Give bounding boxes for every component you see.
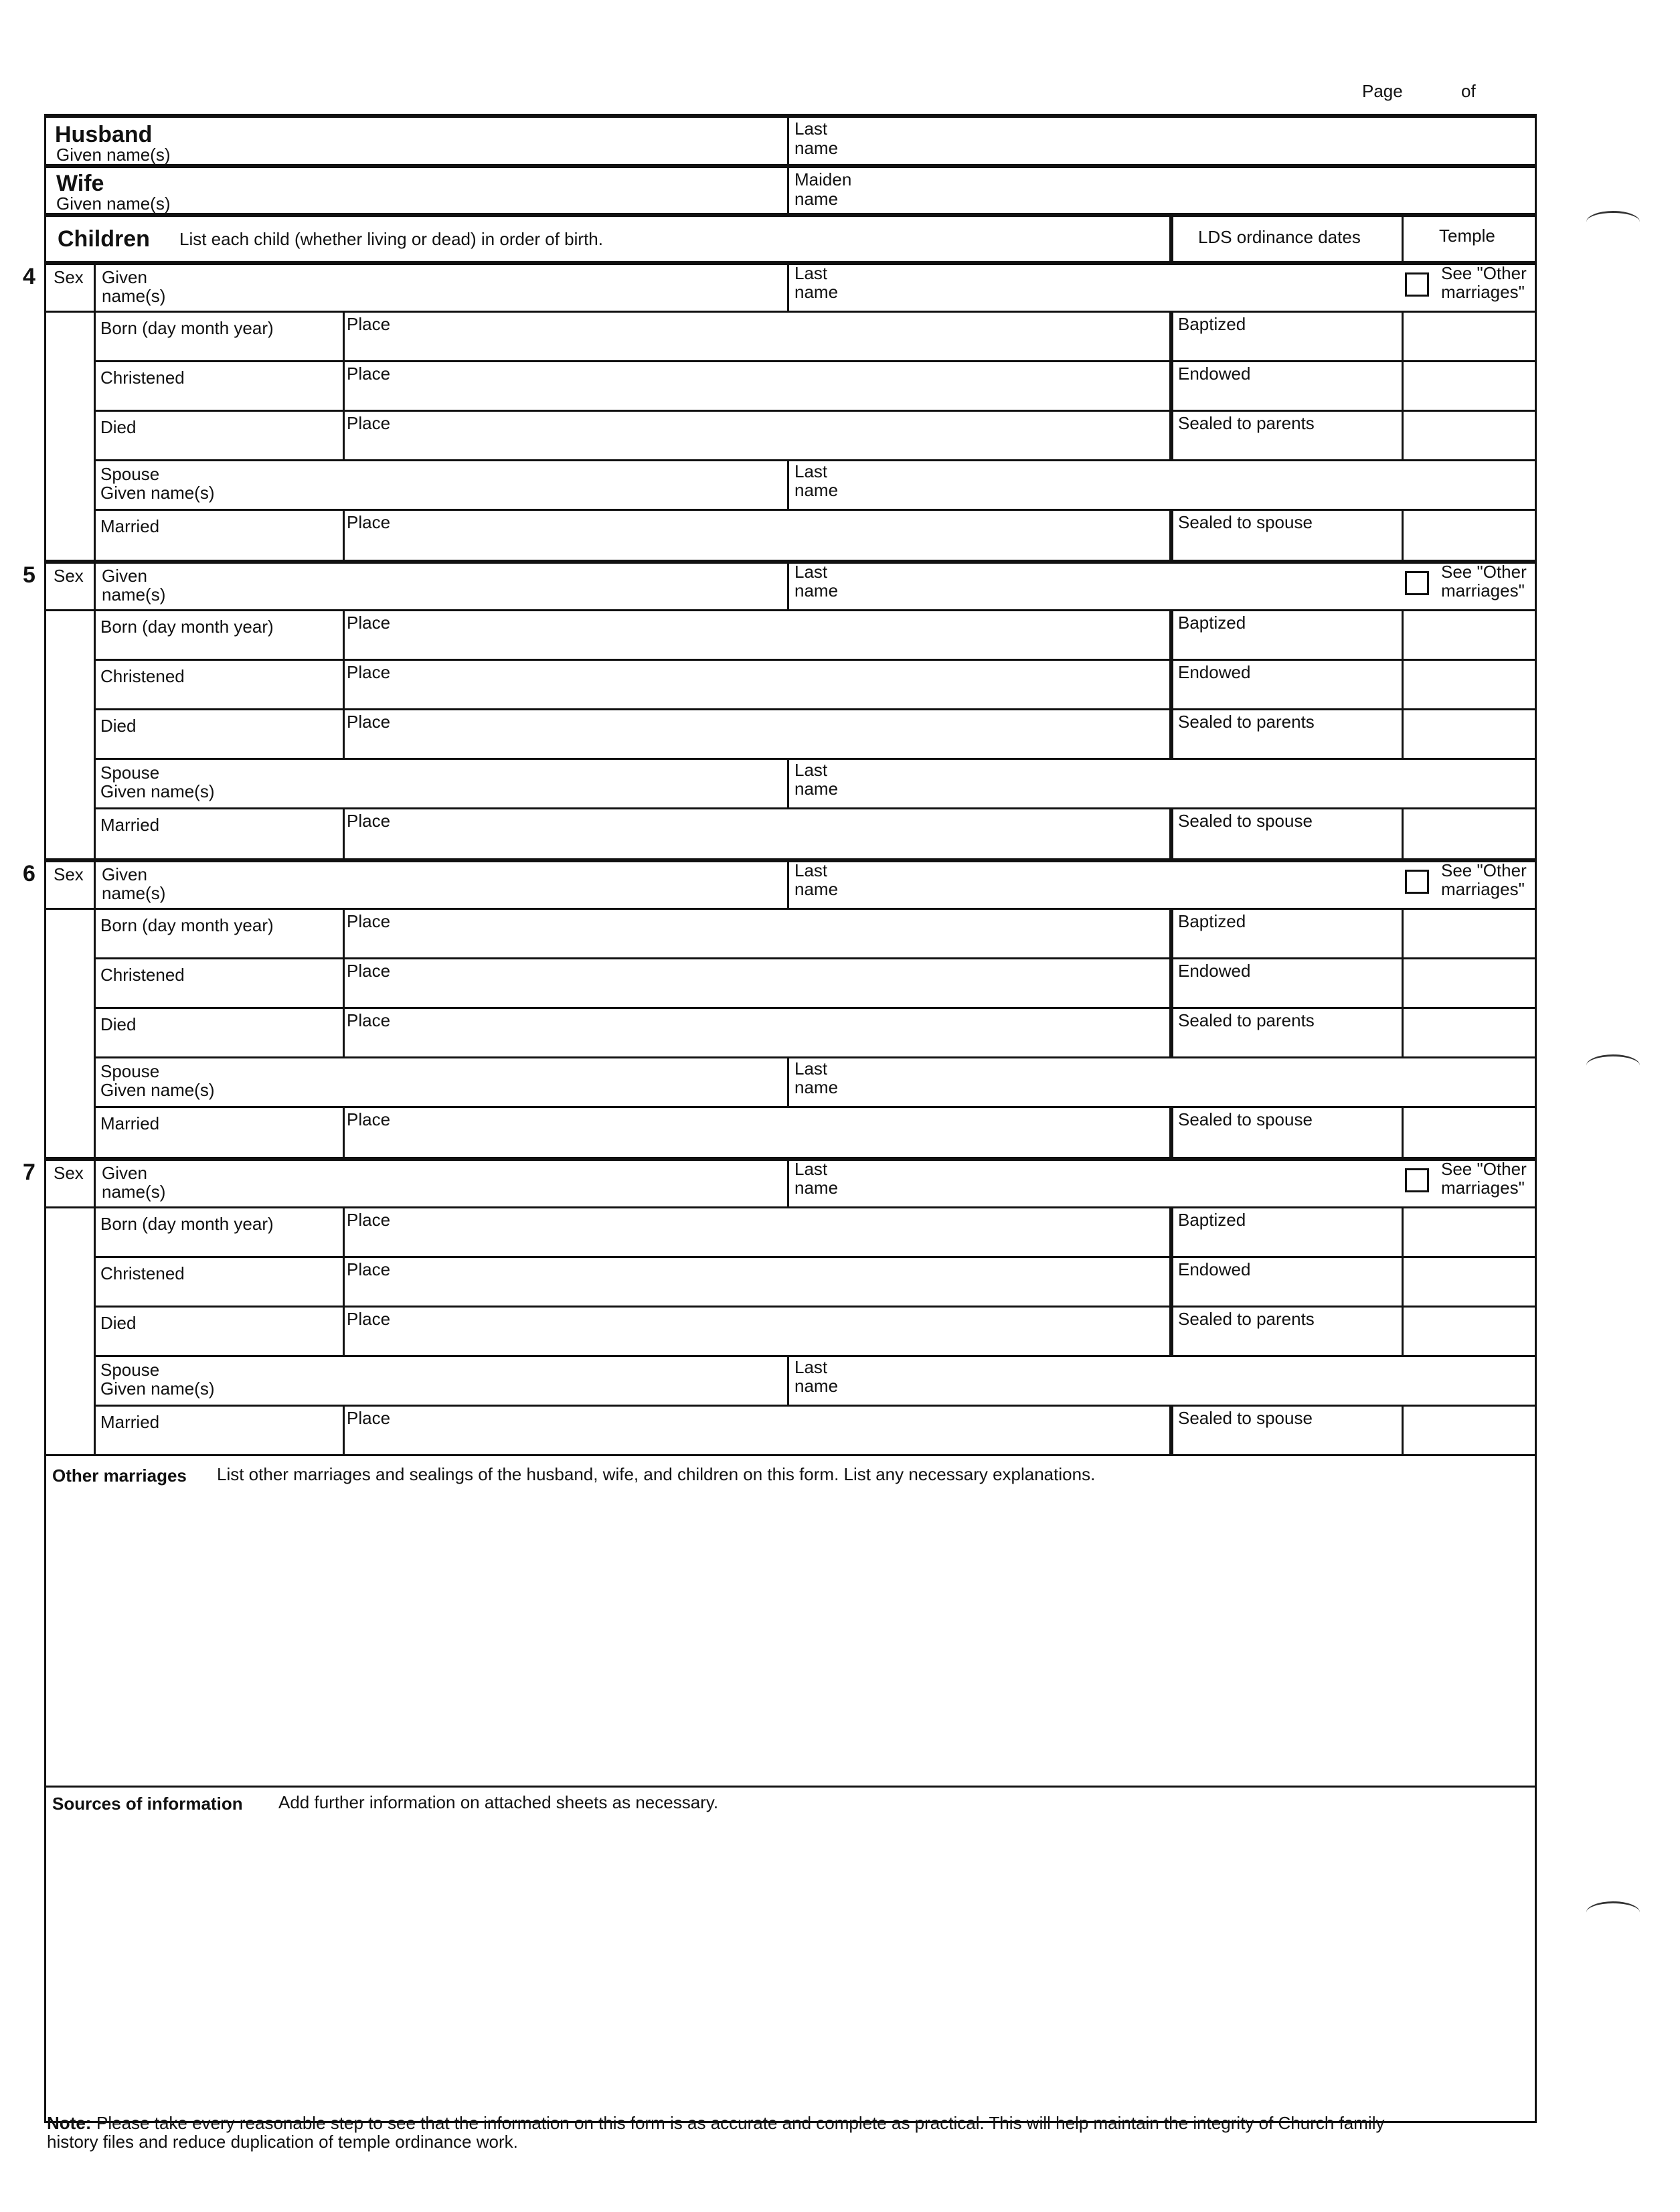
event-place-field-died[interactable] (402, 415, 1158, 457)
spouse-name-divider (787, 1058, 789, 1107)
spouse-given-field[interactable] (281, 465, 776, 506)
place-col-divider (343, 959, 345, 1008)
child-number: 7 (23, 1160, 35, 1185)
temple-col-divider (1402, 909, 1404, 959)
place-col-divider (343, 1208, 345, 1257)
last-label-2: name (794, 282, 839, 302)
event-place-field-died[interactable] (402, 1311, 1158, 1352)
ordinance-date-field-endowed[interactable] (1178, 683, 1392, 707)
ordinance-col-divider (1169, 312, 1173, 362)
temple-field-sealed_parents[interactable] (1406, 1012, 1530, 1054)
place-label: Place (347, 911, 391, 931)
form-right-border (1535, 114, 1537, 2122)
place-col-divider (343, 909, 345, 959)
child-last-field[interactable] (857, 1161, 1392, 1205)
temple-field-sealed-spouse[interactable] (1406, 514, 1530, 556)
ordinance-label-sealed-spouse: Sealed to spouse (1178, 512, 1313, 532)
temple-field-sealed_parents[interactable] (1406, 1311, 1530, 1352)
event-place-field-christened[interactable] (402, 664, 1158, 706)
ordinance-date-field-sealed-spouse[interactable] (1178, 832, 1392, 856)
sex-label: Sex (54, 864, 84, 884)
event-row-bottom (94, 1007, 1537, 1009)
event-label-died: Died (100, 1313, 137, 1333)
spouse-label-2: Given name(s) (100, 781, 215, 801)
event-place-field-born[interactable] (402, 316, 1158, 358)
event-place-field-christened[interactable] (402, 1261, 1158, 1303)
given-label-2: name(s) (102, 883, 166, 903)
sources-text: Add further information on attached sheets as necessary. (278, 1792, 719, 1812)
temple-col-divider (1402, 312, 1404, 362)
ordinance-label-baptized: Baptized (1178, 911, 1246, 931)
event-place-field-christened[interactable] (402, 963, 1158, 1004)
ordinance-label-sealed_parents: Sealed to parents (1178, 1010, 1315, 1030)
ordinance-label-endowed: Endowed (1178, 961, 1251, 981)
lds-col-divider (1169, 214, 1173, 261)
husband-last-field[interactable] (857, 117, 1526, 164)
ordinance-col-divider (1169, 510, 1173, 560)
married-place-field[interactable] (402, 1111, 1158, 1153)
spouse-label-1: Spouse (100, 464, 160, 484)
children-title: Children (58, 226, 150, 252)
spouse-name-divider (787, 759, 789, 809)
ordinance-date-field-endowed[interactable] (1178, 384, 1392, 408)
ordinance-date-field-sealed_parents[interactable] (1178, 434, 1392, 458)
temple-col-divider (1402, 1307, 1404, 1356)
married-date-field[interactable] (100, 1433, 335, 1453)
spouse-last-field[interactable] (857, 465, 1526, 506)
place-col-divider (343, 660, 345, 710)
child-inner-left-border (94, 611, 96, 858)
ordinance-col-divider (1169, 611, 1173, 660)
given-label-2: name(s) (102, 286, 166, 306)
ordinance-date-field-sealed-spouse[interactable] (1178, 1429, 1392, 1453)
temple-col-divider (1402, 710, 1404, 759)
spouse-last-field[interactable] (857, 1360, 1526, 1402)
temple-col-divider (1402, 611, 1404, 660)
event-date-field-christened[interactable] (100, 388, 335, 408)
ordinance-col-divider (1169, 1307, 1173, 1356)
temple-col-divider (1402, 1107, 1404, 1157)
other-marriages-title: Other marriages (52, 1466, 187, 1486)
husband-last-label-1: Last (794, 118, 828, 139)
last-label-2: name (794, 1178, 839, 1198)
spouse-last-label-1: Last (794, 1357, 828, 1377)
last-label-2: name (794, 580, 839, 601)
spouse-last-label-2: name (794, 1077, 839, 1097)
child-number: 5 (23, 562, 35, 588)
ordinance-date-field-sealed-spouse[interactable] (1178, 1130, 1392, 1154)
temple-field-sealed_parents[interactable] (1406, 714, 1530, 755)
lds-ordinance-dates-header: LDS ordinance dates (1198, 227, 1361, 247)
spouse-row-bottom (94, 807, 1537, 809)
temple-field-sealed-spouse[interactable] (1406, 813, 1530, 854)
page-label: Page (1362, 81, 1403, 101)
spouse-last-label-1: Last (794, 461, 828, 481)
event-place-field-born[interactable] (402, 615, 1158, 656)
married-date-field[interactable] (100, 1134, 335, 1154)
place-label: Place (347, 1408, 391, 1428)
temple-field-baptized[interactable] (1406, 1212, 1530, 1253)
spouse-last-label-2: name (794, 1376, 839, 1396)
see-other-label-2: marriages" (1441, 879, 1525, 899)
event-place-field-born[interactable] (402, 913, 1158, 955)
see-other-marriages-checkbox[interactable] (1405, 1168, 1429, 1192)
event-date-field-born[interactable] (100, 637, 335, 657)
ordinance-col-divider (1169, 809, 1173, 858)
event-label-christened: Christened (100, 368, 185, 388)
child-given-field[interactable] (201, 1161, 776, 1205)
event-row-bottom (94, 410, 1537, 412)
ordinance-date-field-baptized[interactable] (1178, 1231, 1392, 1255)
child-name-divider (787, 261, 789, 312)
sex-col-divider (94, 858, 96, 909)
form-left-border (44, 114, 46, 2122)
given-label-1: Given (102, 566, 147, 586)
temple-col-divider (1402, 362, 1404, 411)
see-other-label-1: See "Other (1441, 562, 1527, 582)
sex-label: Sex (54, 1163, 84, 1183)
event-date-field-died[interactable] (100, 1334, 335, 1354)
ordinance-col-divider (1169, 909, 1173, 959)
see-other-label-1: See "Other (1441, 1159, 1527, 1179)
binder-mark-top (1586, 211, 1640, 233)
wife-children-divider (44, 213, 1537, 217)
other-marriages-text: List other marriages and sealings of the husband, wife, and children on this form. List any necessary explanations. (217, 1464, 1096, 1484)
binder-mark-middle (1586, 1054, 1640, 1077)
event-label-christened: Christened (100, 666, 185, 686)
event-place-field-born[interactable] (402, 1212, 1158, 1253)
temple-col-divider (1402, 510, 1404, 560)
place-col-divider (343, 1406, 345, 1455)
note-title: Note: (47, 2113, 92, 2133)
event-date-field-christened[interactable] (100, 687, 335, 707)
event-label-died: Died (100, 1014, 137, 1034)
spouse-last-label-2: name (794, 480, 839, 500)
event-row-bottom (94, 360, 1537, 362)
sex-label: Sex (54, 267, 84, 287)
note-line-1: Please take every reasonable step to see that the information on this form is as accurate and complete as practical. This will help maintain the integrity of Church family (96, 2113, 1385, 2133)
children-instruction: List each child (whether living or dead) in order of birth. (179, 229, 603, 249)
place-col-divider (343, 312, 345, 362)
place-col-divider (343, 411, 345, 461)
married-date-field[interactable] (100, 537, 335, 557)
child-name-bottom (44, 311, 1537, 313)
temple-field-baptized[interactable] (1406, 615, 1530, 656)
place-col-divider (343, 362, 345, 411)
ordinance-col-divider (1169, 1107, 1173, 1157)
ordinance-col-divider (1169, 710, 1173, 759)
note-line-2: history files and reduce duplication of temple ordinance work. (47, 2132, 518, 2152)
spouse-last-label-1: Last (794, 1058, 828, 1079)
ordinance-label-endowed: Endowed (1178, 1259, 1251, 1279)
sex-col-divider (94, 261, 96, 312)
of-label: of (1461, 81, 1476, 101)
child-name-divider (787, 1157, 789, 1208)
spouse-label-1: Spouse (100, 1360, 160, 1380)
event-date-field-born[interactable] (100, 936, 335, 956)
place-col-divider (343, 809, 345, 858)
husband-last-label-2: name (794, 138, 839, 158)
place-label: Place (347, 811, 391, 831)
binder-mark-bottom (1586, 1901, 1640, 1923)
married-label: Married (100, 1113, 160, 1133)
spouse-given-field[interactable] (281, 763, 776, 805)
other-marriages-bottom (44, 1786, 1537, 1788)
temple-field-endowed[interactable] (1406, 366, 1530, 407)
last-label-1: Last (794, 562, 828, 582)
event-label-born: Born (day month year) (100, 318, 274, 338)
husband-title: Husband (55, 122, 153, 147)
ordinance-label-sealed_parents: Sealed to parents (1178, 1309, 1315, 1329)
spouse-row-bottom (94, 1106, 1537, 1108)
event-label-born: Born (day month year) (100, 1214, 274, 1234)
last-label-1: Last (794, 263, 828, 283)
see-other-label-2: marriages" (1441, 1178, 1525, 1198)
spouse-label-1: Spouse (100, 1061, 160, 1081)
ordinance-date-field-sealed_parents[interactable] (1178, 732, 1392, 757)
spouse-given-field[interactable] (281, 1062, 776, 1103)
ordinance-col-divider (1169, 660, 1173, 710)
see-other-label-2: marriages" (1441, 580, 1525, 601)
ordinance-label-baptized: Baptized (1178, 1210, 1246, 1230)
ordinance-label-sealed_parents: Sealed to parents (1178, 413, 1315, 433)
child-inner-left-border (94, 1208, 96, 1455)
temple-col-divider (1402, 959, 1404, 1008)
wife-maiden-label-1: Maiden (794, 169, 852, 189)
husband-wife-divider (44, 164, 1537, 168)
place-col-divider (343, 1107, 345, 1157)
ordinance-col-divider (1169, 1208, 1173, 1257)
spouse-last-field[interactable] (857, 1062, 1526, 1103)
given-label-1: Given (102, 267, 147, 287)
child-inner-left-border (94, 909, 96, 1157)
see-other-marriages-checkbox[interactable] (1405, 870, 1429, 894)
ordinance-date-field-endowed[interactable] (1178, 981, 1392, 1006)
sex-col-divider (94, 1157, 96, 1208)
event-date-field-died[interactable] (100, 736, 335, 757)
temple-field-sealed_parents[interactable] (1406, 415, 1530, 457)
event-row-bottom (94, 708, 1537, 710)
event-row-bottom (94, 1256, 1537, 1258)
ordinance-label-sealed-spouse: Sealed to spouse (1178, 1408, 1313, 1428)
temple-col-divider (1402, 411, 1404, 461)
event-place-field-died[interactable] (402, 1012, 1158, 1054)
event-row-bottom (94, 1306, 1537, 1308)
event-row-bottom (94, 659, 1537, 661)
given-label-1: Given (102, 1163, 147, 1183)
place-col-divider (343, 710, 345, 759)
ordinance-date-field-sealed-spouse[interactable] (1178, 533, 1392, 557)
last-label-1: Last (794, 860, 828, 880)
event-label-christened: Christened (100, 1263, 185, 1283)
place-col-divider (343, 510, 345, 560)
spouse-row-bottom (94, 509, 1537, 511)
temple-col-divider (1402, 1008, 1404, 1058)
see-other-label-2: marriages" (1441, 282, 1525, 302)
wife-given-field[interactable] (201, 169, 776, 213)
married-date-field[interactable] (100, 836, 335, 856)
child-name-bottom (44, 1206, 1537, 1208)
sex-label: Sex (54, 566, 84, 586)
ordinance-date-field-endowed[interactable] (1178, 1280, 1392, 1304)
temple-header: Temple (1439, 226, 1495, 246)
place-label: Place (347, 1109, 391, 1129)
place-col-divider (343, 611, 345, 660)
temple-col-divider (1402, 1208, 1404, 1257)
spouse-label-2: Given name(s) (100, 1378, 215, 1399)
place-label: Place (347, 662, 391, 682)
spouse-label-1: Spouse (100, 763, 160, 783)
child-name-bottom (44, 609, 1537, 611)
spouse-last-label-2: name (794, 779, 839, 799)
place-label: Place (347, 1309, 391, 1329)
event-label-died: Died (100, 417, 137, 437)
place-label: Place (347, 364, 391, 384)
ordinance-label-endowed: Endowed (1178, 364, 1251, 384)
temple-field-baptized[interactable] (1406, 316, 1530, 358)
spouse-last-label-1: Last (794, 760, 828, 780)
child-last-field[interactable] (857, 265, 1392, 309)
sources-title: Sources of information (52, 1794, 243, 1814)
ordinance-date-field-baptized[interactable] (1178, 932, 1392, 956)
husband-given-label: Given name(s) (56, 145, 171, 165)
event-label-born: Born (day month year) (100, 915, 274, 935)
wife-given-label: Given name(s) (56, 193, 171, 214)
temple-col-divider (1402, 1257, 1404, 1307)
wife-maiden-label-2: name (794, 189, 839, 209)
place-label: Place (347, 512, 391, 532)
temple-col-divider (1402, 809, 1404, 858)
ordinance-col-divider (1169, 959, 1173, 1008)
place-col-divider (343, 1008, 345, 1058)
child-name-divider (787, 858, 789, 909)
ordinance-col-divider (1169, 411, 1173, 461)
event-date-field-born[interactable] (100, 1235, 335, 1255)
spouse-given-field[interactable] (281, 1360, 776, 1402)
child-given-field[interactable] (201, 564, 776, 608)
temple-field-endowed[interactable] (1406, 963, 1530, 1004)
temple-field-endowed[interactable] (1406, 1261, 1530, 1303)
married-place-field[interactable] (402, 1410, 1158, 1451)
married-place-field[interactable] (402, 813, 1158, 854)
ordinance-label-baptized: Baptized (1178, 314, 1246, 334)
ordinance-col-divider (1169, 1008, 1173, 1058)
place-label: Place (347, 314, 391, 334)
temple-field-sealed-spouse[interactable] (1406, 1111, 1530, 1153)
event-place-field-christened[interactable] (402, 366, 1158, 407)
see-other-marriages-checkbox[interactable] (1405, 571, 1429, 595)
place-col-divider (343, 1307, 345, 1356)
ordinance-date-field-baptized[interactable] (1178, 633, 1392, 657)
ordinance-col-divider (1169, 1257, 1173, 1307)
wife-maiden-field[interactable] (870, 169, 1526, 213)
last-label-2: name (794, 879, 839, 899)
place-label: Place (347, 1259, 391, 1279)
married-label: Married (100, 1412, 160, 1432)
child-last-field[interactable] (857, 862, 1392, 906)
temple-field-endowed[interactable] (1406, 664, 1530, 706)
child-name-divider (787, 560, 789, 611)
child-inner-left-border (94, 312, 96, 560)
event-date-field-died[interactable] (100, 438, 335, 458)
ordinance-date-field-sealed_parents[interactable] (1178, 1031, 1392, 1055)
married-label: Married (100, 516, 160, 536)
married-label: Married (100, 815, 160, 835)
event-label-died: Died (100, 716, 137, 736)
event-date-field-christened[interactable] (100, 985, 335, 1006)
child-given-field[interactable] (201, 862, 776, 906)
event-label-born: Born (day month year) (100, 617, 274, 637)
event-place-field-died[interactable] (402, 714, 1158, 755)
child-last-field[interactable] (857, 564, 1392, 608)
place-label: Place (347, 1010, 391, 1030)
place-label: Place (347, 613, 391, 633)
husband-given-field[interactable] (201, 117, 776, 164)
wife-title: Wife (56, 171, 104, 196)
see-other-marriages-checkbox[interactable] (1405, 272, 1429, 297)
ordinance-date-field-baptized[interactable] (1178, 335, 1392, 359)
given-label-1: Given (102, 864, 147, 884)
ordinance-label-sealed-spouse: Sealed to spouse (1178, 811, 1313, 831)
temple-col-divider (1402, 660, 1404, 710)
ordinance-col-divider (1169, 1406, 1173, 1455)
ordinance-col-divider (1169, 362, 1173, 411)
children-section-bottom (44, 1454, 1537, 1456)
place-label: Place (347, 1210, 391, 1230)
child-number: 4 (23, 264, 35, 289)
spouse-last-field[interactable] (857, 763, 1526, 805)
spouse-label-2: Given name(s) (100, 483, 215, 503)
temple-field-baptized[interactable] (1406, 913, 1530, 955)
ordinance-label-sealed-spouse: Sealed to spouse (1178, 1109, 1313, 1129)
place-label: Place (347, 961, 391, 981)
temple-col-divider (1402, 1406, 1404, 1455)
ordinance-date-field-sealed_parents[interactable] (1178, 1330, 1392, 1354)
spouse-name-divider (787, 1356, 789, 1406)
place-label: Place (347, 712, 391, 732)
last-label-1: Last (794, 1159, 828, 1179)
ordinance-label-baptized: Baptized (1178, 613, 1246, 633)
temple-col-divider (1402, 214, 1404, 261)
married-place-field[interactable] (402, 514, 1158, 556)
event-label-christened: Christened (100, 965, 185, 985)
sex-col-divider (94, 560, 96, 611)
event-row-bottom (94, 957, 1537, 959)
spouse-name-divider (787, 461, 789, 510)
place-label: Place (347, 413, 391, 433)
event-date-field-born[interactable] (100, 339, 335, 359)
event-date-field-christened[interactable] (100, 1284, 335, 1304)
spouse-label-2: Given name(s) (100, 1080, 215, 1100)
see-other-label-1: See "Other (1441, 860, 1527, 880)
given-label-2: name(s) (102, 1182, 166, 1202)
other-marriages-field[interactable] (50, 1490, 1529, 1784)
temple-field-sealed-spouse[interactable] (1406, 1410, 1530, 1451)
ordinance-label-sealed_parents: Sealed to parents (1178, 712, 1315, 732)
event-date-field-died[interactable] (100, 1035, 335, 1055)
place-col-divider (343, 1257, 345, 1307)
ordinance-label-endowed: Endowed (1178, 662, 1251, 682)
child-name-bottom (44, 908, 1537, 910)
spouse-row-bottom (94, 1405, 1537, 1407)
sources-field[interactable] (50, 1818, 1529, 2116)
see-other-label-1: See "Other (1441, 263, 1527, 283)
child-given-field[interactable] (201, 265, 776, 309)
given-label-2: name(s) (102, 584, 166, 605)
child-number: 6 (23, 861, 35, 886)
